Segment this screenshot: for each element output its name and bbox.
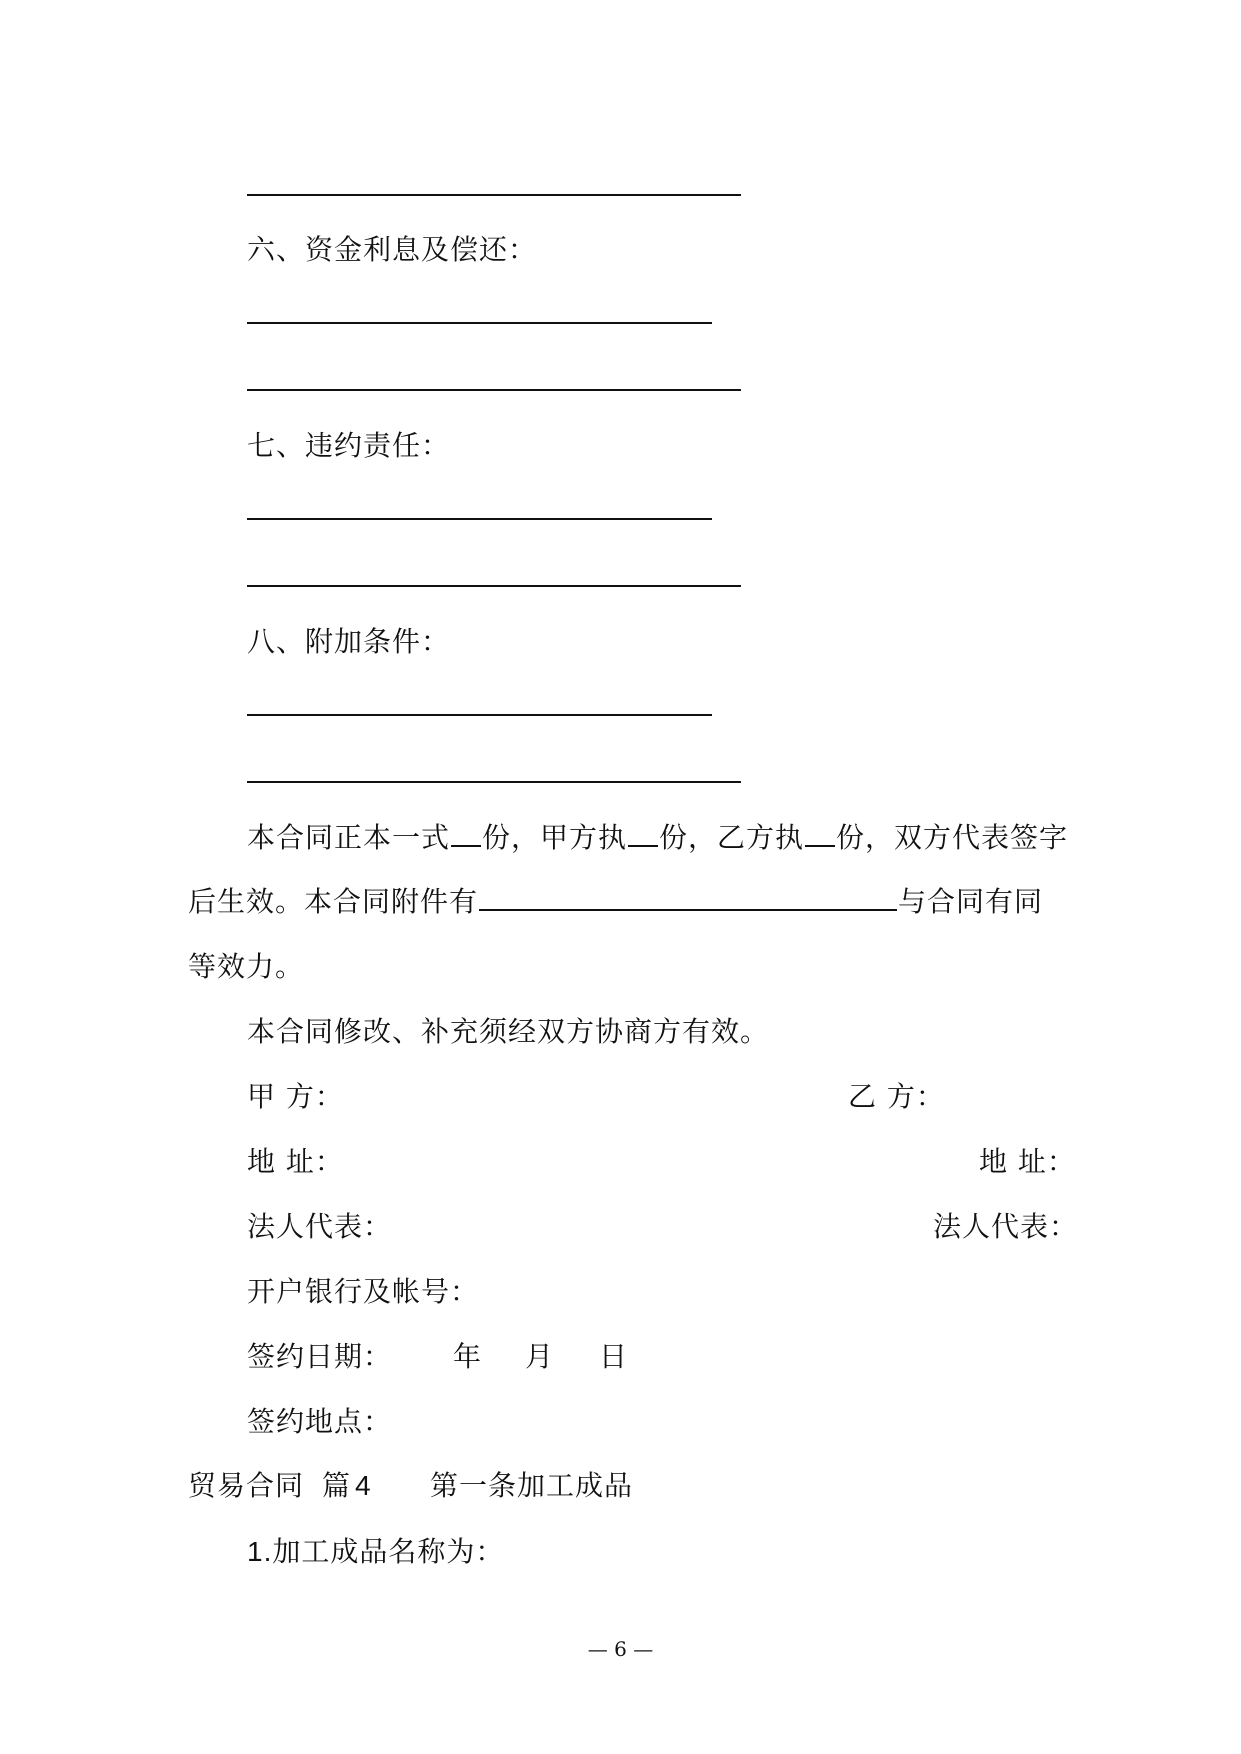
next-contract-heading (188, 1468, 372, 1504)
blank-line (247, 322, 712, 324)
blank-attachments (479, 908, 897, 911)
address-b-label: 地 址： (979, 1145, 1076, 1178)
sign-date-label: 签约日期： (247, 1340, 393, 1373)
item-1 (247, 1534, 504, 1570)
sign-date-month: 月 (525, 1340, 555, 1373)
contract-title: 贸易合同 (188, 1469, 305, 1502)
blank-line (247, 194, 741, 196)
first-article-heading: 第一条加工成品 (430, 1469, 634, 1502)
piece-label: 篇 (322, 1469, 352, 1502)
section-seven-heading: 七、违约责任： (247, 429, 451, 462)
page-number: — 6 — (587, 1637, 654, 1661)
item-text: 加工成品名称为： (272, 1535, 505, 1568)
piece-number: 4 (355, 1470, 372, 1501)
copies-paragraph-line-2 (188, 884, 1043, 920)
blank-line (247, 518, 712, 520)
sign-date-year: 年 (453, 1340, 483, 1373)
party-b-label: 乙 方： (848, 1080, 945, 1113)
copies-text: 后生效。本合同附件有 (188, 885, 479, 918)
blank-copies-total (451, 844, 481, 847)
bank-account-label: 开户银行及帐号： (247, 1275, 480, 1308)
address-a-label: 地 址： (247, 1145, 344, 1178)
blank-line (247, 585, 741, 587)
legal-rep-a-label: 法人代表： (247, 1210, 393, 1243)
blank-line (247, 781, 741, 783)
blank-copies-party-b (805, 844, 835, 847)
blank-copies-party-a (628, 844, 658, 847)
sign-place-label: 签约地点： (247, 1405, 393, 1438)
copies-text: 份，乙方执 (659, 821, 805, 854)
amendment-clause: 本合同修改、补充须经双方协商方有效。 (247, 1015, 770, 1048)
party-a-label: 甲 方： (247, 1080, 344, 1113)
copies-text: 与合同有同 (898, 885, 1044, 918)
copies-text: 本合同正本一式 (247, 821, 451, 854)
section-eight-heading: 八、附加条件： (247, 625, 451, 658)
blank-line (247, 389, 741, 391)
copies-text: 份，双方代表签字 (836, 821, 1069, 854)
copies-text: 份，甲方执 (482, 821, 628, 854)
copies-paragraph-line-3: 等效力。 (188, 950, 305, 983)
copies-paragraph-line-1 (247, 820, 1068, 856)
legal-rep-b-label: 法人代表： (933, 1210, 1079, 1243)
item-number: 1. (247, 1536, 273, 1567)
sign-date-day: 日 (599, 1340, 629, 1373)
blank-line (247, 714, 712, 716)
section-six-heading: 六、资金利息及偿还： (247, 233, 538, 266)
